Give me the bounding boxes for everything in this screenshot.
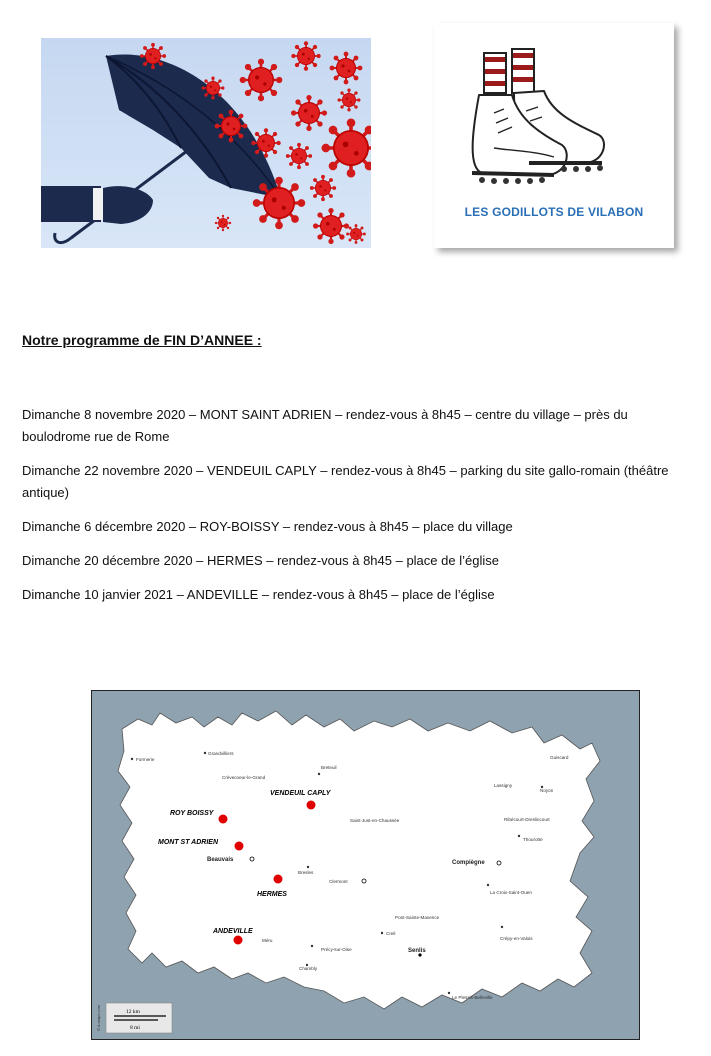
program-heading: Notre programme de FIN D’ANNEE :	[22, 332, 262, 348]
umbrella-virus-icon	[41, 38, 371, 248]
town-label: Breteuil	[321, 765, 337, 770]
town-label: Saint-Just-en-Chaussée	[350, 818, 400, 823]
town-label: Crépy-en-Valois	[500, 936, 533, 941]
marker-hermes	[274, 875, 283, 884]
walk-label: ROY BOISSY	[170, 810, 214, 817]
town-label: Bresles	[298, 870, 314, 875]
scale-km: 12 km	[126, 1009, 140, 1015]
oise-map	[91, 690, 640, 1040]
program-item: Dimanche 10 janvier 2021 – ANDEVILLE – rendez-vous à 8h45 – place de l’église	[22, 587, 495, 602]
town-label: Beauvais	[207, 857, 234, 863]
walk-label: VENDEUIL CAPLY	[270, 790, 331, 797]
program-item: Dimanche 22 novembre 2020 – VENDEUIL CAPLY – rendez-vous à 8h45 – parking du site gallo-romain (théâtre antique)	[22, 463, 669, 500]
town-label: Lassigny	[494, 783, 513, 788]
town-label: Thourotte	[523, 837, 543, 842]
town-label: Crèvecoeur-le-Grand	[222, 775, 266, 780]
program-item: Dimanche 8 novembre 2020 – MONT SAINT ADRIEN – rendez-vous à 8h45 – centre du village – près du boulodrome rue de Rome	[22, 407, 628, 444]
walk-label: HERMES	[257, 891, 287, 898]
town-label: Grandvilliers	[208, 751, 234, 756]
club-logo-card	[434, 23, 674, 248]
town-label: Senlis	[408, 948, 426, 954]
scale-mi: 8 mi	[130, 1025, 140, 1031]
town-label: Guiscard	[550, 755, 569, 760]
town-label: Chambly	[299, 966, 318, 971]
program-item: Dimanche 20 décembre 2020 – HERMES – rendez-vous à 8h45 – place de l’église	[22, 553, 499, 568]
town-label: La Croix-Saint-Ouen	[490, 890, 532, 895]
town-label: Compiègne	[452, 860, 485, 866]
town-label: Creil	[386, 931, 396, 936]
town-label: Ribécourt-Dreslincourt	[504, 817, 550, 822]
program-item: Dimanche 6 décembre 2020 – ROY-BOISSY – rendez-vous à 8h45 – place du village	[22, 519, 513, 534]
oise-land-shape	[118, 711, 600, 1009]
umbrella-virus-illustration	[41, 38, 371, 248]
map-credit: © d-maps.com	[96, 1004, 101, 1031]
town-label: Méru	[262, 938, 273, 943]
program-list	[22, 404, 682, 606]
town-label: Pont-Sainte-Maxence	[395, 915, 440, 920]
town-label: Clermont	[329, 879, 348, 884]
marker-mont-st-adrien	[235, 842, 244, 851]
town-label: Noyon	[540, 788, 554, 793]
town-label: Le Plessis-Belleville	[452, 995, 493, 1000]
walk-label: ANDEVILLE	[213, 928, 253, 935]
town-label: Précy-sur-Oise	[321, 947, 352, 952]
marker-roy-boissy	[219, 815, 228, 824]
scale-bar	[106, 1003, 172, 1033]
club-name: LES GODILLOTS DE VILABON	[464, 205, 644, 219]
marker-vendeuil	[307, 801, 316, 810]
town-label: Formerie	[136, 757, 155, 762]
marker-andeville	[234, 936, 243, 945]
boots-logo-icon	[434, 23, 674, 198]
walk-label: MONT ST ADRIEN	[158, 839, 219, 846]
